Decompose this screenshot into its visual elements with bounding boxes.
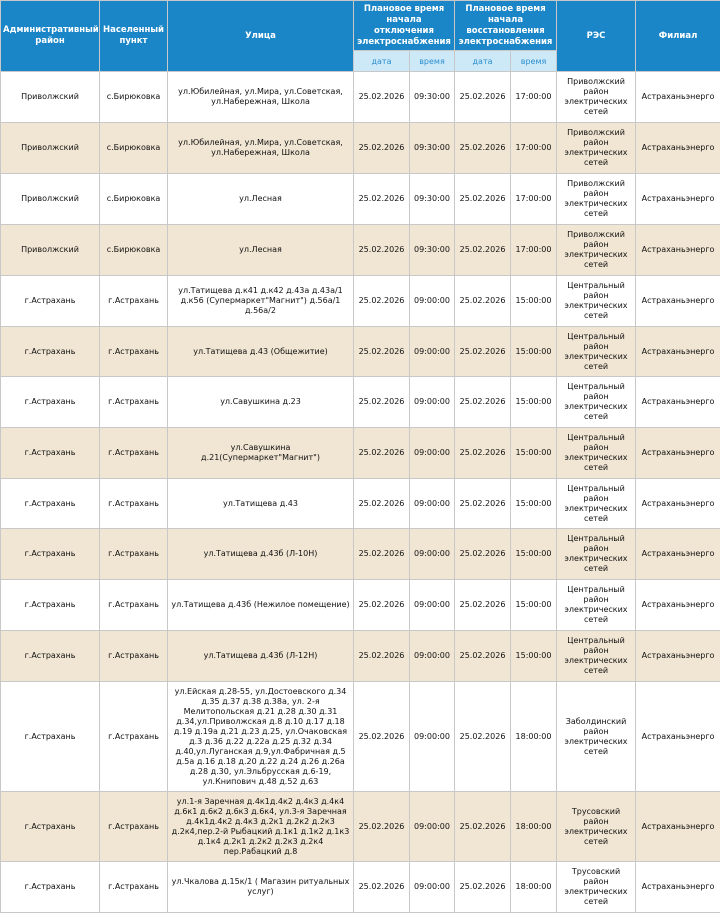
- cell-on-time: 18:00:00: [511, 682, 557, 792]
- cell-branch: Астраханьэнерго: [636, 529, 720, 580]
- cell-locality: г.Астрахань: [100, 529, 168, 580]
- cell-street: ул.Юбилейная, ул.Мира, ул.Советская, ул.Набережная, Школа: [168, 72, 354, 123]
- table-row: [1, 377, 720, 428]
- cell-locality: с.Бирюковка: [100, 174, 168, 225]
- cell-off-date: 25.02.2026: [354, 123, 410, 174]
- cell-district: г.Астрахань: [1, 479, 100, 529]
- cell-res: Заболдинский район электрических сетей: [557, 682, 636, 792]
- cell-off-date: 25.02.2026: [354, 377, 410, 428]
- header-row: [1, 1, 720, 51]
- cell-off-time: 09:00:00: [410, 479, 455, 529]
- cell-street: ул.Чкалова д.15к/1 ( Магазин ритуальных услуг): [168, 862, 354, 913]
- cell-on-date: 25.02.2026: [455, 72, 511, 123]
- cell-locality: г.Астрахань: [100, 792, 168, 862]
- table-row: [1, 682, 720, 792]
- cell-on-time: 15:00:00: [511, 377, 557, 428]
- cell-locality: г.Астрахань: [100, 428, 168, 479]
- cell-on-time: 18:00:00: [511, 792, 557, 862]
- cell-on-date: 25.02.2026: [455, 529, 511, 580]
- cell-res: Центральный район электрических сетей: [557, 580, 636, 631]
- cell-on-date: 25.02.2026: [455, 174, 511, 225]
- cell-locality: с.Бирюковка: [100, 225, 168, 276]
- cell-district: г.Астрахань: [1, 682, 100, 792]
- cell-on-date: 25.02.2026: [455, 682, 511, 792]
- cell-on-time: 15:00:00: [511, 631, 557, 682]
- cell-on-time: 15:00:00: [511, 276, 557, 327]
- cell-branch: Астраханьэнерго: [636, 682, 720, 792]
- cell-on-date: 25.02.2026: [455, 862, 511, 913]
- cell-branch: Астраханьэнерго: [636, 377, 720, 428]
- cell-res: Центральный район электрических сетей: [557, 377, 636, 428]
- subheader-on-date: дата: [455, 51, 511, 72]
- cell-district: г.Астрахань: [1, 276, 100, 327]
- cell-locality: г.Астрахань: [100, 479, 168, 529]
- cell-res: Приволжский район электрических сетей: [557, 225, 636, 276]
- cell-branch: Астраханьэнерго: [636, 862, 720, 913]
- cell-district: г.Астрахань: [1, 862, 100, 913]
- cell-on-date: 25.02.2026: [455, 428, 511, 479]
- cell-off-time: 09:30:00: [410, 123, 455, 174]
- table-row: [1, 479, 720, 529]
- cell-off-time: 09:00:00: [410, 682, 455, 792]
- cell-district: г.Астрахань: [1, 377, 100, 428]
- table-row: [1, 792, 720, 862]
- cell-street: ул.Лесная: [168, 225, 354, 276]
- table-row: [1, 580, 720, 631]
- cell-on-time: 17:00:00: [511, 225, 557, 276]
- cell-off-date: 25.02.2026: [354, 327, 410, 377]
- cell-locality: г.Астрахань: [100, 862, 168, 913]
- cell-branch: Астраханьэнерго: [636, 479, 720, 529]
- cell-locality: г.Астрахань: [100, 682, 168, 792]
- cell-street: ул.Татищева д.43б (Л-10Н): [168, 529, 354, 580]
- cell-street: ул.Лесная: [168, 174, 354, 225]
- cell-locality: с.Бирюковка: [100, 72, 168, 123]
- cell-branch: Астраханьэнерго: [636, 72, 720, 123]
- cell-off-time: 09:30:00: [410, 174, 455, 225]
- cell-off-date: 25.02.2026: [354, 862, 410, 913]
- cell-on-date: 25.02.2026: [455, 327, 511, 377]
- cell-district: Приволжский: [1, 72, 100, 123]
- cell-locality: г.Астрахань: [100, 377, 168, 428]
- header-off: Плановое время начала отключения электроснабжения: [354, 1, 455, 51]
- cell-on-time: 15:00:00: [511, 327, 557, 377]
- cell-district: г.Астрахань: [1, 327, 100, 377]
- cell-off-time: 09:00:00: [410, 792, 455, 862]
- cell-district: г.Астрахань: [1, 580, 100, 631]
- cell-off-time: 09:00:00: [410, 276, 455, 327]
- cell-res: Центральный район электрических сетей: [557, 631, 636, 682]
- header-branch: Филиал: [636, 1, 720, 72]
- cell-branch: Астраханьэнерго: [636, 225, 720, 276]
- cell-locality: г.Астрахань: [100, 276, 168, 327]
- cell-res: Приволжский район электрических сетей: [557, 72, 636, 123]
- cell-street: ул.1-я Заречная д.4к1д.4к2 д.4к3 д.4к4 д.6к1 д.6к2 д.6к3 д.6к4, ул.3-я Заречная д.4к1д.4к2 д.4к3 д.2к1 д.2к2 д.2к3 д.2к4,пер.2-й Рыбацкий д.1к1 д.1к2 д.1к3 д.1к4 д.2к1 д.2к2 д.2к3 д.2к4 пер.Рабацкий д.8: [168, 792, 354, 862]
- cell-res: Трусовский район электрических сетей: [557, 862, 636, 913]
- cell-res: Центральный район электрических сетей: [557, 529, 636, 580]
- cell-branch: Астраханьэнерго: [636, 580, 720, 631]
- cell-off-date: 25.02.2026: [354, 428, 410, 479]
- cell-off-date: 25.02.2026: [354, 276, 410, 327]
- table-row: [1, 72, 720, 123]
- cell-locality: г.Астрахань: [100, 580, 168, 631]
- table-row: [1, 631, 720, 682]
- cell-off-date: 25.02.2026: [354, 479, 410, 529]
- cell-on-time: 15:00:00: [511, 580, 557, 631]
- cell-off-date: 25.02.2026: [354, 225, 410, 276]
- cell-off-date: 25.02.2026: [354, 682, 410, 792]
- cell-on-date: 25.02.2026: [455, 225, 511, 276]
- cell-on-date: 25.02.2026: [455, 631, 511, 682]
- cell-on-date: 25.02.2026: [455, 580, 511, 631]
- cell-street: ул.Савушкина д.21(Супермаркет"Магнит"): [168, 428, 354, 479]
- subheader-on-time: время: [511, 51, 557, 72]
- cell-off-time: 09:30:00: [410, 72, 455, 123]
- cell-off-time: 09:00:00: [410, 327, 455, 377]
- cell-district: Приволжский: [1, 123, 100, 174]
- cell-res: Трусовский район электрических сетей: [557, 792, 636, 862]
- cell-branch: Астраханьэнерго: [636, 276, 720, 327]
- cell-on-time: 15:00:00: [511, 479, 557, 529]
- cell-off-time: 09:00:00: [410, 631, 455, 682]
- table-row: [1, 276, 720, 327]
- cell-district: Приволжский: [1, 174, 100, 225]
- cell-off-time: 09:00:00: [410, 529, 455, 580]
- cell-off-time: 09:00:00: [410, 580, 455, 631]
- cell-off-date: 25.02.2026: [354, 529, 410, 580]
- cell-district: г.Астрахань: [1, 428, 100, 479]
- cell-street: ул.Татищева д.к41 д.к42 д.43а д.43а/1 д.к56 (Супермаркет"Магнит") д.56а/1 д.56а/2: [168, 276, 354, 327]
- cell-res: Приволжский район электрических сетей: [557, 174, 636, 225]
- cell-locality: г.Астрахань: [100, 327, 168, 377]
- cell-district: г.Астрахань: [1, 792, 100, 862]
- header-res: РЭС: [557, 1, 636, 72]
- cell-branch: Астраханьэнерго: [636, 174, 720, 225]
- cell-on-date: 25.02.2026: [455, 276, 511, 327]
- table-row: [1, 123, 720, 174]
- cell-street: ул.Татищева д.43б (Л-12Н): [168, 631, 354, 682]
- table-row: [1, 225, 720, 276]
- cell-street: ул.Татищева д.43 (Общежитие): [168, 327, 354, 377]
- cell-street: ул.Татищева д.43: [168, 479, 354, 529]
- cell-branch: Астраханьэнерго: [636, 428, 720, 479]
- cell-on-time: 18:00:00: [511, 862, 557, 913]
- cell-on-time: 17:00:00: [511, 174, 557, 225]
- cell-on-time: 15:00:00: [511, 428, 557, 479]
- cell-res: Центральный район электрических сетей: [557, 327, 636, 377]
- cell-branch: Астраханьэнерго: [636, 123, 720, 174]
- cell-off-date: 25.02.2026: [354, 631, 410, 682]
- cell-branch: Астраханьэнерго: [636, 327, 720, 377]
- cell-district: г.Астрахань: [1, 631, 100, 682]
- table-row: [1, 529, 720, 580]
- cell-district: Приволжский: [1, 225, 100, 276]
- cell-district: г.Астрахань: [1, 529, 100, 580]
- subheader-off-time: время: [410, 51, 455, 72]
- cell-locality: г.Астрахань: [100, 631, 168, 682]
- cell-street: ул.Юбилейная, ул.Мира, ул.Советская, ул.Набережная, Школа: [168, 123, 354, 174]
- cell-on-time: 17:00:00: [511, 72, 557, 123]
- cell-branch: Астраханьэнерго: [636, 631, 720, 682]
- cell-street: ул.Ейская д.28-55, ул.Достоевского д.34 д.35 д.37 д.38 д.38а, ул. 2-я Мелитопольская д.21 д.28 д.30 д.31 д.34,ул.Приволжская д.8 д.10 д.17 д.18 д.19 д.19а д.21 д.23 д.25, ул.Очаковская д.3 д.36 д.22 д.22а д.25 д.32 д.34 д.40,ул.Луганская д.9,ул.Фабричная д.5 д.5а д.16 д.18 д.20 д.22 д.24 д.26 д.26а д.28 д.30, ул.Эльбрусская д.6-19, ул.Книпович д.48 д.52 д.63: [168, 682, 354, 792]
- cell-res: Центральный район электрических сетей: [557, 428, 636, 479]
- cell-off-time: 09:00:00: [410, 377, 455, 428]
- table-row: [1, 174, 720, 225]
- cell-on-date: 25.02.2026: [455, 479, 511, 529]
- header-on: Плановое время начала восстановления электроснабжения: [455, 1, 557, 51]
- cell-locality: с.Бирюковка: [100, 123, 168, 174]
- cell-off-date: 25.02.2026: [354, 72, 410, 123]
- cell-res: Центральный район электрических сетей: [557, 479, 636, 529]
- cell-off-time: 09:00:00: [410, 428, 455, 479]
- cell-on-time: 15:00:00: [511, 529, 557, 580]
- cell-street: ул.Татищева д.43б (Нежилое помещение): [168, 580, 354, 631]
- cell-off-date: 25.02.2026: [354, 580, 410, 631]
- cell-off-time: 09:00:00: [410, 862, 455, 913]
- cell-branch: Астраханьэнерго: [636, 792, 720, 862]
- header-district: Административный район: [1, 1, 100, 72]
- cell-off-date: 25.02.2026: [354, 792, 410, 862]
- cell-on-time: 17:00:00: [511, 123, 557, 174]
- table-row: [1, 862, 720, 913]
- cell-res: Приволжский район электрических сетей: [557, 123, 636, 174]
- cell-off-date: 25.02.2026: [354, 174, 410, 225]
- subheader-off-date: дата: [354, 51, 410, 72]
- cell-res: Центральный район электрических сетей: [557, 276, 636, 327]
- table-row: [1, 428, 720, 479]
- cell-on-date: 25.02.2026: [455, 377, 511, 428]
- cell-street: ул.Савушкина д.23: [168, 377, 354, 428]
- header-street: Улица: [168, 1, 354, 72]
- cell-off-time: 09:30:00: [410, 225, 455, 276]
- header-locality: Населенный пункт: [100, 1, 168, 72]
- cell-on-date: 25.02.2026: [455, 123, 511, 174]
- cell-on-date: 25.02.2026: [455, 792, 511, 862]
- table-row: [1, 327, 720, 377]
